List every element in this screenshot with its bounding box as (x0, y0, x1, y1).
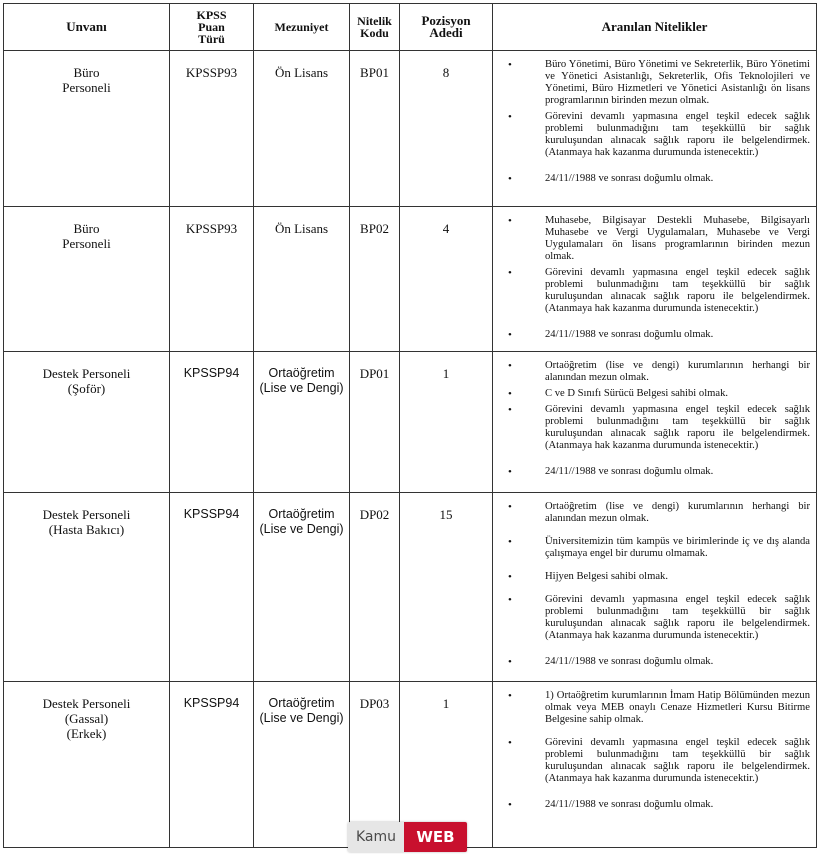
qualification-item: • Görevini devamlı yapmasına engel teşkil edecek sağlık problemi bulunmadığını tam teşekküllü bir sağlık kuruluşundan alınacak sağlık raporu ile belgelendirmek. (Atanmaya hak kazanma durumunda istenecektir.) (505, 737, 810, 785)
cell-nitelik-kodu (350, 51, 400, 207)
unvan-line: Büro (73, 221, 100, 236)
mezuniyet-line: Ön Lisans (274, 221, 329, 236)
nitelik-kodu-value: DP03 (359, 696, 390, 711)
puan-turu-value: KPSSP94 (183, 507, 240, 521)
qualification-item: • Görevini devamlı yapmasına engel teşkil edecek sağlık problemi bulunmadığını tam teşekküllü bir sağlık kuruluşundan alınacak sağlık raporu ile belgelendirmek. (Atanmaya hak kazanma durumunda istenecektir.) (505, 404, 810, 452)
cell-unvan (4, 352, 170, 493)
header-pozisyon-adedi (400, 4, 493, 51)
unvan-line: Destek Personeli (42, 696, 131, 711)
qualification-list (505, 215, 810, 341)
mezuniyet-line: Ortaöğretim (268, 507, 335, 521)
cell-unvan (4, 51, 170, 207)
pozisyon-adedi-value: 15 (439, 507, 453, 522)
qualification-item: • 24/11//1988 ve sonrası doğumlu olmak. (505, 173, 810, 185)
qualification-item: • Muhasebe, Bilgisayar Destekli Muhasebe, Bilgisayarlı Muhasebe ve Vergi Uygulamaları, Muhasebe ve Vergi Uygulamaları ön lisans programlarının birinden mezun olmak. (505, 215, 810, 263)
qualification-item: • Büro Yönetimi, Büro Yönetimi ve Sekreterlik, Büro Yönetimi ve Yönetici Asistanlığı, Sekreterlik, Ofis Teknolojileri ve Yönetimi, Büro Hizmetleri ve Yönetici Asistanlığı ön lisans programlarının birinden mezun olmak. (505, 59, 810, 107)
cell-pozisyon-adedi (400, 207, 493, 352)
unvan-line: Destek Personeli (42, 507, 131, 522)
nitelik-kodu-value: BP01 (360, 65, 389, 80)
qualification-list (505, 501, 810, 668)
qualification-item: • Üniversitemizin tüm kampüs ve birimlerinde iç ve dış alanda çalışmaya engel bir durumu olmamak. (505, 536, 810, 560)
qualification-item: • 24/11//1988 ve sonrası doğumlu olmak. (505, 656, 810, 668)
table-row (4, 493, 817, 682)
document-page (3, 3, 816, 848)
qualification-item: • Görevini devamlı yapmasına engel teşkil edecek sağlık problemi bulunmadığını tam teşekküllü bir sağlık kuruluşundan alınacak sağlık raporu ile belgelendirmek. (Atanmaya hak kazanma durumunda istenecektir.) (505, 111, 810, 159)
nitelik-kodu-value: BP02 (360, 221, 389, 236)
watermark-right: WEB (404, 822, 467, 852)
mezuniyet-line: Ortaöğretim (268, 696, 335, 710)
cell-pozisyon-adedi (400, 352, 493, 493)
cell-aranilan-nitelikler (493, 51, 817, 207)
mezuniyet-line: (Lise ve Dengi) (259, 711, 344, 725)
cell-puan-turu (170, 207, 254, 352)
header-aranilan-nitelikler: Aranılan Nitelikler (493, 4, 817, 51)
qualification-item: • C ve D Sınıfı Sürücü Belgesi sahibi olmak. (505, 388, 810, 400)
header-kpss-line2: Puan (198, 20, 225, 34)
positions-table (3, 3, 817, 848)
pozisyon-adedi-value: 4 (442, 221, 450, 236)
cell-unvan (4, 493, 170, 682)
cell-nitelik-kodu (350, 207, 400, 352)
cell-mezuniyet (254, 682, 350, 848)
cell-pozisyon-adedi (400, 493, 493, 682)
watermark-left: Kamu (348, 822, 404, 852)
qualification-list (505, 360, 810, 478)
header-row (4, 4, 817, 51)
pozisyon-adedi-value: 1 (442, 696, 450, 711)
header-nitelik-line1: Nitelik (357, 14, 392, 28)
qualification-item: • 24/11//1988 ve sonrası doğumlu olmak. (505, 329, 810, 341)
puan-turu-value: KPSSP94 (183, 366, 240, 380)
qualification-item: • 24/11//1988 ve sonrası doğumlu olmak. (505, 466, 810, 478)
cell-nitelik-kodu (350, 352, 400, 493)
table-row (4, 207, 817, 352)
unvan-line: Personeli (62, 80, 111, 95)
qualification-list (505, 59, 810, 185)
header-unvani: Unvanı (4, 4, 170, 51)
qualification-list (505, 690, 810, 811)
unvan-line: Destek Personeli (42, 366, 131, 381)
puan-turu-value: KPSSP93 (185, 221, 238, 236)
cell-aranilan-nitelikler (493, 352, 817, 493)
unvan-line: (Hasta Bakıcı) (48, 522, 125, 537)
cell-aranilan-nitelikler (493, 207, 817, 352)
qualification-item: • Görevini devamlı yapmasına engel teşkil edecek sağlık problemi bulunmadığını tam teşekküllü bir sağlık kuruluşundan alınacak sağlık raporu ile belgelendirmek. (Atanmaya hak kazanma durumunda istenecektir.) (505, 594, 810, 642)
cell-unvan (4, 682, 170, 848)
header-nitelik-kodu (350, 4, 400, 51)
cell-puan-turu (170, 682, 254, 848)
pozisyon-adedi-value: 1 (442, 366, 450, 381)
table-row (4, 352, 817, 493)
nitelik-kodu-value: DP02 (359, 507, 390, 522)
pozisyon-adedi-value: 8 (442, 65, 450, 80)
qualification-item: • Görevini devamlı yapmasına engel teşkil edecek sağlık problemi bulunmadığını tam teşekküllü bir sağlık kuruluşundan alınacak sağlık raporu ile belgelendirmek. (Atanmaya hak kazanma durumunda istenecektir.) (505, 267, 810, 315)
kamuweb-watermark (348, 822, 467, 852)
mezuniyet-line: Ön Lisans (274, 65, 329, 80)
cell-unvan (4, 207, 170, 352)
cell-mezuniyet (254, 51, 350, 207)
unvan-line: Büro (73, 65, 100, 80)
header-nitelik-line2: Kodu (360, 26, 389, 40)
cell-puan-turu (170, 493, 254, 682)
unvan-line: (Gassal) (64, 711, 109, 726)
unvan-line: (Şoför) (67, 381, 106, 396)
mezuniyet-line: Ortaöğretim (268, 366, 335, 380)
qualification-item: • Hijyen Belgesi sahibi olmak. (505, 571, 810, 583)
mezuniyet-line: (Lise ve Dengi) (259, 522, 344, 536)
cell-puan-turu (170, 352, 254, 493)
header-pozisyon-line1: Pozisyon (421, 13, 471, 28)
unvan-line: Personeli (62, 236, 111, 251)
cell-nitelik-kodu (350, 493, 400, 682)
nitelik-kodu-value: DP01 (359, 366, 390, 381)
header-kpss-puan-turu (170, 4, 254, 51)
table-row (4, 51, 817, 207)
header-kpss-line3: Türü (198, 32, 225, 46)
puan-turu-value: KPSSP93 (185, 65, 238, 80)
cell-aranilan-nitelikler (493, 682, 817, 848)
cell-puan-turu (170, 51, 254, 207)
cell-mezuniyet (254, 352, 350, 493)
cell-mezuniyet (254, 207, 350, 352)
mezuniyet-line: (Lise ve Dengi) (259, 381, 344, 395)
header-mezuniyet: Mezuniyet (254, 4, 350, 51)
qualification-item: • Ortaöğretim (lise ve dengi) kurumlarının herhangi bir alanından mezun olmak. (505, 360, 810, 384)
qualification-item: • 24/11//1988 ve sonrası doğumlu olmak. (505, 799, 810, 811)
puan-turu-value: KPSSP94 (183, 696, 240, 710)
cell-mezuniyet (254, 493, 350, 682)
unvan-line: (Erkek) (66, 726, 107, 741)
qualification-item: • Ortaöğretim (lise ve dengi) kurumlarının herhangi bir alanından mezun olmak. (505, 501, 810, 525)
qualification-item: • 1) Ortaöğretim kurumlarının İmam Hatip Bölümünden mezun olmak veya MEB onaylı Cenaze Hizmetleri Kursu Bitirme Belgesine sahip olmak. (505, 690, 810, 726)
header-pozisyon-line2: Adedi (429, 25, 463, 40)
header-kpss-line1: KPSS (196, 8, 227, 22)
cell-pozisyon-adedi (400, 51, 493, 207)
cell-aranilan-nitelikler (493, 493, 817, 682)
